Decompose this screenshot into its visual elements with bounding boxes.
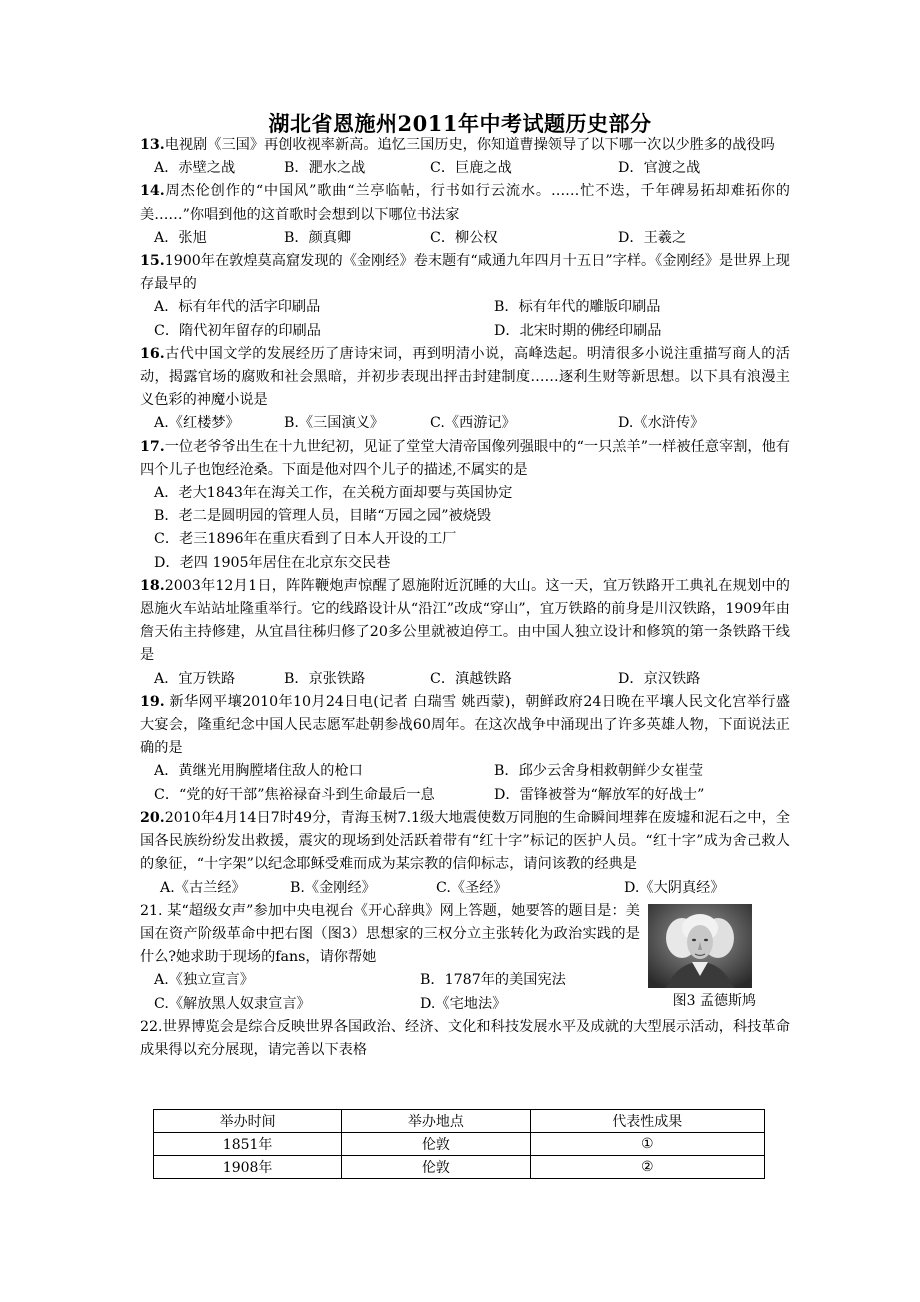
option-a: A．老大1843年在海关工作，在关税方面却要与英国协定 xyxy=(154,485,513,502)
option-d: D.《水浒传》 xyxy=(618,415,705,432)
option-a: A.《古兰经》 xyxy=(160,879,246,896)
question-text: 新华网平壤2010年10月24日电(记者 白瑞雪 姚西蒙)，朝鲜政府24日晚在平壤人民文化宫举行盛大宴会，隆重纪念中国人民志愿军赴朝参战60周年。在这次战争中涌现出了许多英雄人物，下面说法正确的是 xyxy=(140,693,791,757)
question-number: 20. xyxy=(140,809,165,826)
question-text: 周杰伦创作的“中国风”歌曲“兰亭临帖，行书如行云流水。……忙不迭，千年碑易拓却难拓你的美……”你唱到他的这首歌时会想到以下哪位书法家 xyxy=(140,183,790,223)
options-21-row2 xyxy=(140,993,640,1016)
options-14 xyxy=(140,227,790,250)
option-b: B．1787年的美国宪法 xyxy=(420,972,566,989)
table-cell: 伦敦 xyxy=(342,1156,530,1179)
option-c: C．“党的好干部”焦裕禄奋斗到生命最后一息 xyxy=(154,786,435,803)
option-b: B.《三国演义》 xyxy=(284,415,385,432)
option-c: C．隋代初年留存的印刷品 xyxy=(154,322,321,339)
question-text: 2003年12月1日，阵阵鞭炮声惊醒了恩施附近沉睡的大山。这一天，宜万铁路开工典礼在规划中的恩施火车站站址隆重举行。它的线路设计从“沿江”改成“穿山”，宜万铁路的前身是川汉铁路，1909年由詹天佑主持修建，从宜昌往秭归修了20多公里就被迫停工。由中国人独立设计和修筑的第一条铁路干线是 xyxy=(140,577,790,664)
table-row xyxy=(154,1133,765,1156)
option-b: B．京张铁路 xyxy=(284,670,366,687)
table-header: 举办时间 xyxy=(154,1110,342,1133)
option-d: D.《大阴真经》 xyxy=(624,879,725,896)
options-15-row1 xyxy=(140,296,790,319)
question-13 xyxy=(140,134,790,157)
option-d: D．王羲之 xyxy=(618,229,687,246)
question-text: 世界博览会是综合反映世界各国政治、经济、文化和科技发展水平及成就的大型展示活动，科技革命成果得以充分展现，请完善以下表格 xyxy=(140,1018,790,1058)
option-a: A．宜万铁路 xyxy=(154,670,236,687)
question-17 xyxy=(140,436,790,482)
option-c: C.《西游记》 xyxy=(430,415,516,432)
question-number: 22. xyxy=(140,1018,163,1035)
page-title: 湖北省恩施州2011年中考试题历史部分 xyxy=(268,111,652,136)
option-d: D．雷锋被誉为“解放军的好战士” xyxy=(494,786,705,803)
table-header: 举办地点 xyxy=(342,1110,530,1133)
options-19-row1 xyxy=(140,760,790,783)
table-row xyxy=(154,1156,765,1179)
option-a: A．张旭 xyxy=(154,229,207,246)
question-text: 某“超级女声”参加中央电视台《开心辞典》网上答题，她要答的题目是：美国在资产阶级革命中把右图（图3）思想家的三权分立主张转化为政治实践的是什么?她求助于现场的fans，请你帮她 xyxy=(140,902,640,966)
option-a: A.《红楼梦》 xyxy=(154,415,240,432)
options-16 xyxy=(140,412,790,435)
table-cell: 1851年 xyxy=(154,1133,342,1156)
question-number: 13. xyxy=(140,137,165,153)
question-20 xyxy=(140,807,790,877)
option-b: B．邱少云舍身相救朝鲜少女崔莹 xyxy=(494,763,704,780)
option-c: C.《解放黑人奴隶宣言》 xyxy=(154,995,311,1012)
option-a: A．黄继光用胸膛堵住敌人的枪口 xyxy=(154,763,363,780)
question-text: 1900年在敦煌莫高窟发现的《金刚经》卷末题有“咸通九年四月十五日”字样。《金刚经》是世界上现存最早的 xyxy=(140,253,790,293)
question-16 xyxy=(140,343,790,413)
option-a: A．赤壁之战 xyxy=(154,160,236,177)
option-d: D．京汉铁路 xyxy=(618,670,701,687)
option-c: C．滇越铁路 xyxy=(430,670,512,687)
question-text: 一位老爷爷出生在十九世纪初，见证了堂堂大清帝国像列强眼中的“一只羔羊”一样被任意宰割，他有四个儿子也饱经沧桑。下面是他对四个儿子的描述,不属实的是 xyxy=(140,438,790,478)
figure-caption: 图3 孟德斯鸠 xyxy=(672,992,756,1009)
table-cell: ② xyxy=(530,1156,765,1179)
question-number: 14. xyxy=(140,183,165,200)
options-15-row2 xyxy=(140,320,790,343)
option-c: C.《圣经》 xyxy=(436,879,508,896)
option-d: D.《宅地法》 xyxy=(420,995,507,1012)
option-a: A．标有年代的活字印刷品 xyxy=(154,299,321,316)
options-21-row1 xyxy=(140,969,640,992)
table-cell: 伦敦 xyxy=(342,1133,530,1156)
table-header: 代表性成果 xyxy=(530,1110,765,1133)
question-19 xyxy=(140,691,790,761)
option-b: B．淝水之战 xyxy=(284,160,366,177)
options-18 xyxy=(140,668,790,691)
question-22 xyxy=(140,1016,790,1062)
table-cell: ① xyxy=(530,1133,765,1156)
question-number: 18. xyxy=(140,577,165,594)
option-c: C．巨鹿之战 xyxy=(430,160,512,177)
option-b: B．颜真卿 xyxy=(284,229,352,246)
question-number: 19. xyxy=(140,693,165,710)
table-cell: 1908年 xyxy=(154,1156,342,1179)
expo-table xyxy=(153,1109,765,1179)
question-21 xyxy=(140,900,640,970)
question-number: 17. xyxy=(140,438,165,455)
question-21-block xyxy=(140,900,790,1016)
question-14 xyxy=(140,180,790,226)
question-text: 2010年4月14日7时49分，青海玉树7.1级大地震使数万同胞的生命瞬间埋葬在废墟和泥石之中，全国各民族纷纷发出救援，震灾的现场到处活跃着带有“红十字”标记的医护人员。“红十字”成为舍己救人的象征，“十字架”以纪念耶稣受难而成为某宗教的信仰标志，请问该教的经典是 xyxy=(140,809,790,873)
question-18 xyxy=(140,575,790,668)
options-19-row2 xyxy=(140,784,790,807)
options-13 xyxy=(140,157,790,180)
table-header-row xyxy=(154,1110,765,1133)
option-c: C．老三1896年在重庆看到了日本人开设的工厂 xyxy=(154,531,457,548)
question-number: 16. xyxy=(140,345,165,362)
option-a: A.《独立宣言》 xyxy=(154,972,254,989)
option-d: D．老四 1905年居住在北京东交民巷 xyxy=(154,554,391,571)
option-c: C．柳公权 xyxy=(430,229,498,246)
option-b: B．老二是圆明园的管理人员，目睹“万园之园”被烧毁 xyxy=(154,508,492,525)
question-number: 21. xyxy=(140,902,163,919)
option-b: B.《金刚经》 xyxy=(290,879,376,896)
option-d: D．官渡之战 xyxy=(618,160,701,177)
option-b: B．标有年代的雕版印刷品 xyxy=(494,299,661,316)
options-20 xyxy=(140,877,790,900)
question-text: 古代中国文学的发展经历了唐诗宋词，再到明清小说，高峰迭起。明清很多小说注重描写商人的活动，揭露官场的腐败和社会黑暗，并初步表现出抨击封建制度……逐利生财等新思想。以下具有浪漫主义色彩的神魔小说是 xyxy=(140,345,790,409)
question-15 xyxy=(140,250,790,296)
questions-body xyxy=(140,134,790,1062)
question-number: 15. xyxy=(140,253,165,270)
question-text: 电视剧《三国》再创收视率新高。追忆三国历史，你知道曹操领导了以下哪一次以少胜多的战役吗 xyxy=(164,137,775,153)
option-d: D．北宋时期的佛经印刷品 xyxy=(494,322,662,339)
montesquieu-portrait xyxy=(648,904,752,988)
